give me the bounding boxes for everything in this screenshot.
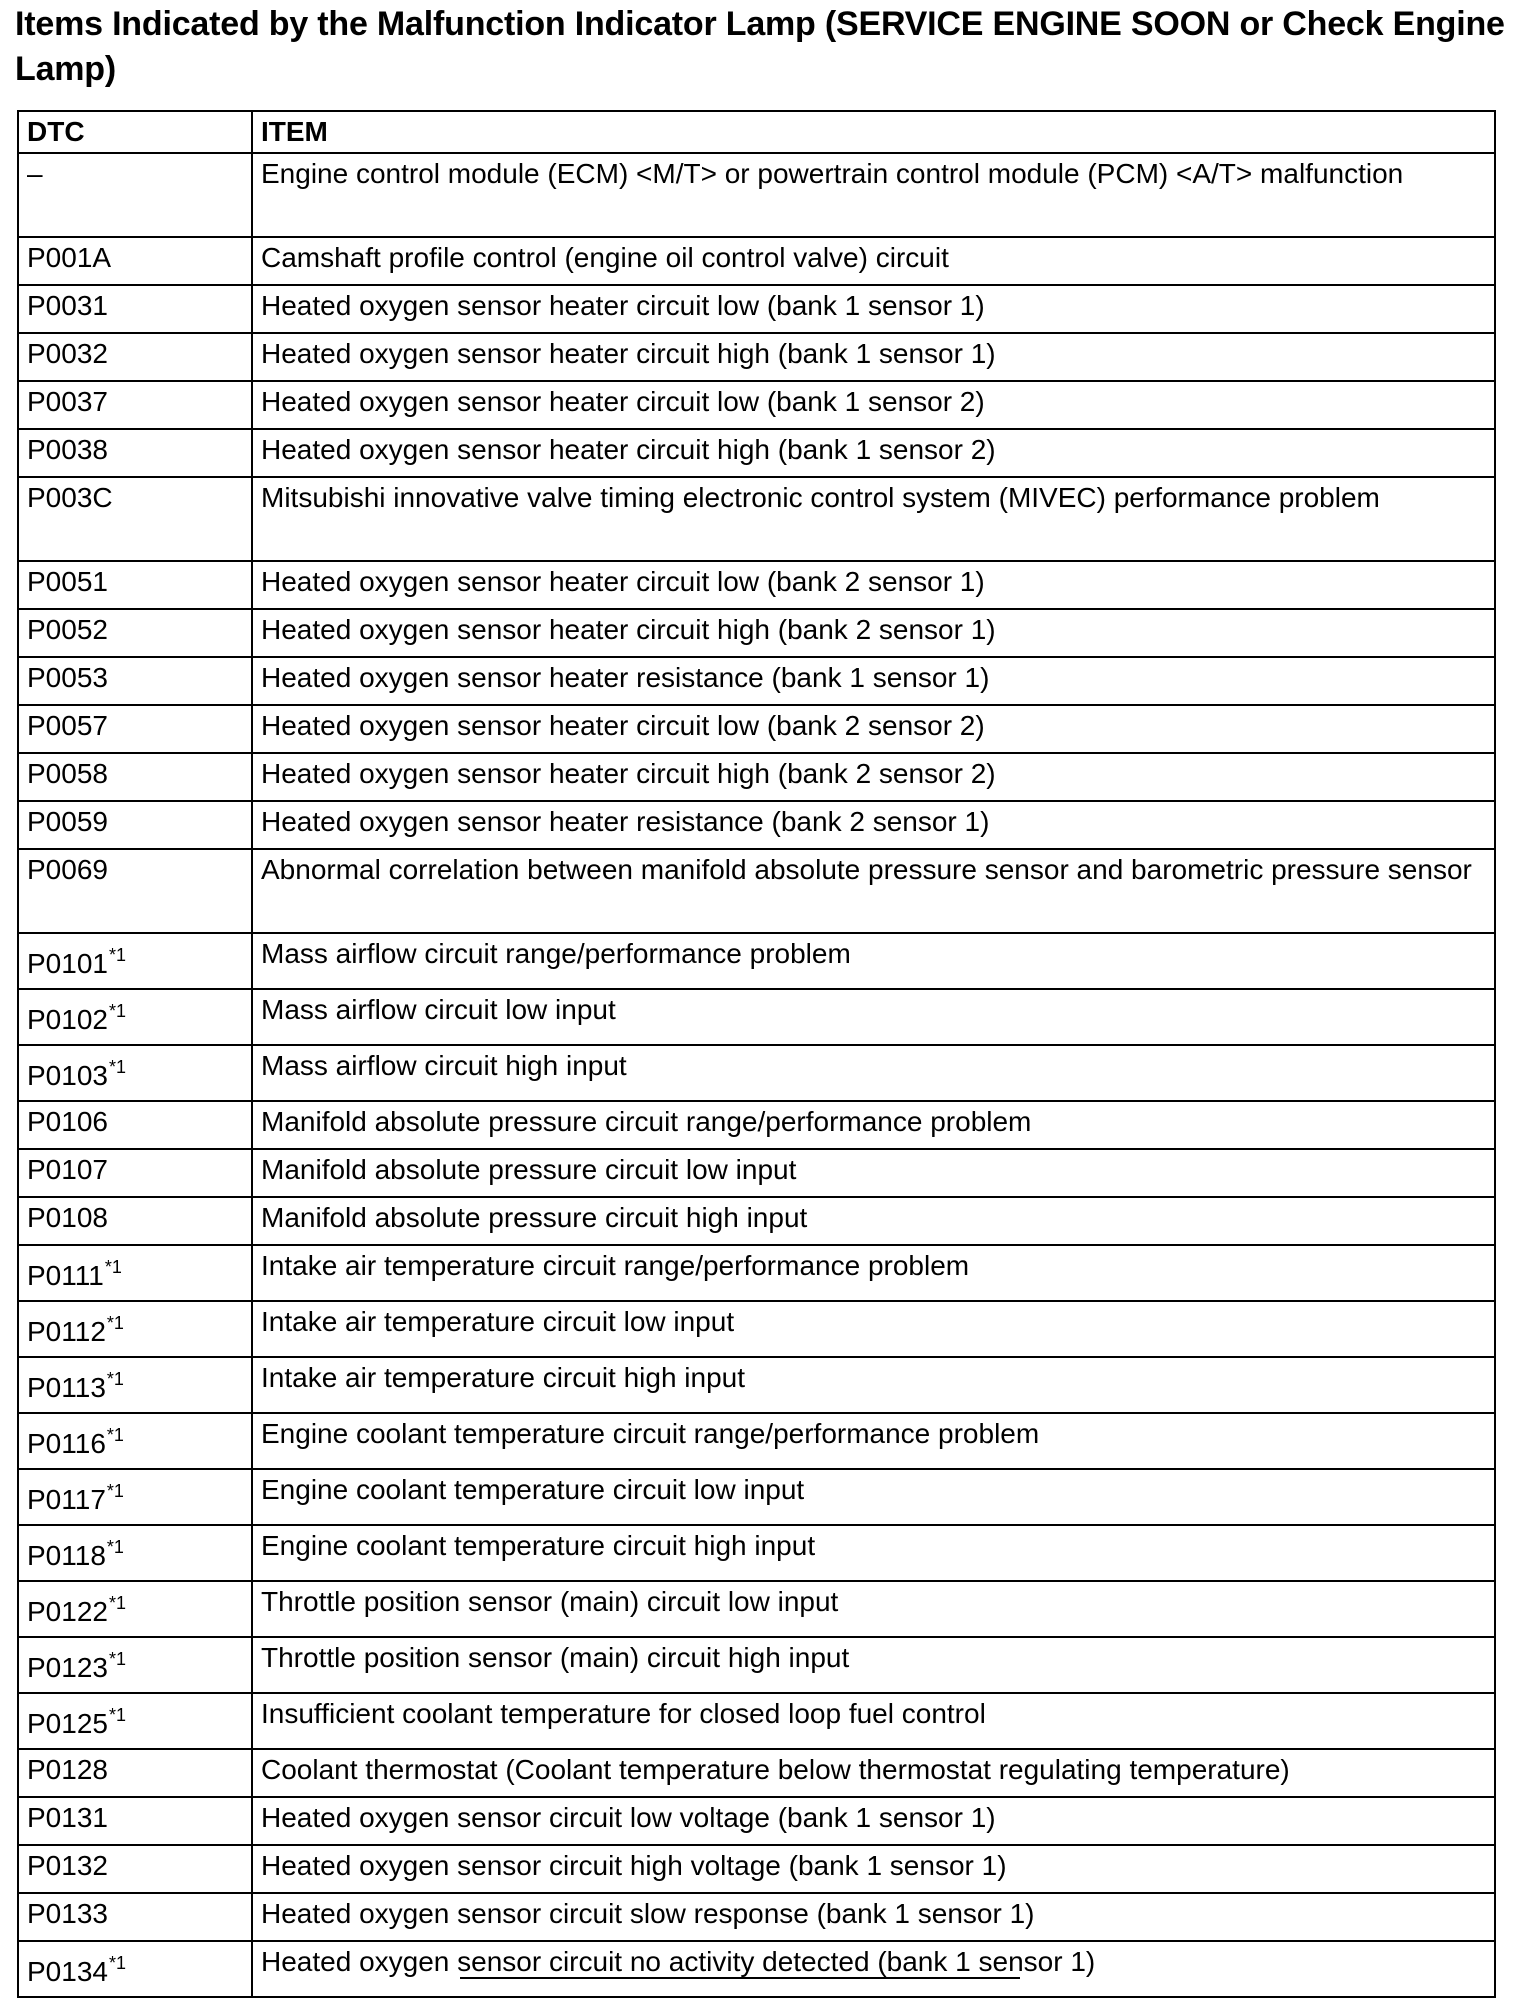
dtc-code: P0128 bbox=[27, 1754, 108, 1785]
footnote-mark: *1 bbox=[106, 1425, 124, 1445]
item-description: Throttle position sensor (main) circuit high input bbox=[252, 1637, 1495, 1693]
dtc-code: P0133 bbox=[27, 1898, 108, 1929]
dtc-code-cell bbox=[18, 1637, 252, 1693]
table-row bbox=[18, 1149, 1495, 1197]
item-description: Engine coolant temperature circuit high input bbox=[252, 1525, 1495, 1581]
item-description: Intake air temperature circuit low input bbox=[252, 1301, 1495, 1357]
footnote-mark: *1 bbox=[106, 1537, 124, 1557]
footnote-mark: *1 bbox=[106, 1369, 124, 1389]
item-description: Heated oxygen sensor heater resistance (bank 1 sensor 1) bbox=[252, 657, 1495, 705]
dtc-code-cell bbox=[18, 1469, 252, 1525]
table-row bbox=[18, 1357, 1495, 1413]
dtc-code-cell bbox=[18, 849, 252, 933]
dtc-code: P0059 bbox=[27, 806, 108, 837]
dtc-code-cell bbox=[18, 1749, 252, 1797]
item-description: Intake air temperature circuit high input bbox=[252, 1357, 1495, 1413]
footnote-mark: *1 bbox=[108, 945, 126, 965]
table-row bbox=[18, 609, 1495, 657]
item-description: Heated oxygen sensor circuit no activity detected (bank 1 sensor 1) bbox=[252, 1941, 1495, 1997]
footnote-mark: *1 bbox=[108, 1705, 126, 1725]
dtc-code: P0113 bbox=[27, 1372, 106, 1403]
dtc-code: P0122 bbox=[27, 1596, 108, 1627]
dtc-code: P0125 bbox=[27, 1708, 108, 1739]
dtc-code-cell bbox=[18, 753, 252, 801]
table-row bbox=[18, 333, 1495, 381]
dtc-code-cell bbox=[18, 333, 252, 381]
table-row bbox=[18, 1845, 1495, 1893]
footnote-mark: *1 bbox=[106, 1313, 124, 1333]
dtc-code-cell bbox=[18, 561, 252, 609]
table-row bbox=[18, 1581, 1495, 1637]
bottom-divider bbox=[460, 1977, 1020, 1979]
column-header-dtc: DTC bbox=[18, 111, 252, 153]
table-row bbox=[18, 801, 1495, 849]
dtc-code-cell bbox=[18, 429, 252, 477]
table-row bbox=[18, 1045, 1495, 1101]
dtc-code: P0134 bbox=[27, 1956, 108, 1987]
footnote-mark: *1 bbox=[104, 1257, 122, 1277]
dtc-code: P0117 bbox=[27, 1484, 106, 1515]
dtc-code-cell bbox=[18, 285, 252, 333]
dtc-code: P0106 bbox=[27, 1106, 108, 1137]
table-row bbox=[18, 753, 1495, 801]
item-description: Heated oxygen sensor circuit low voltage (bank 1 sensor 1) bbox=[252, 1797, 1495, 1845]
dtc-code-cell bbox=[18, 1197, 252, 1245]
dtc-code-cell bbox=[18, 153, 252, 237]
dtc-code: P0131 bbox=[27, 1802, 108, 1833]
dtc-code: P001A bbox=[27, 242, 112, 273]
table-row bbox=[18, 477, 1495, 561]
dtc-code-cell bbox=[18, 705, 252, 753]
item-description: Engine coolant temperature circuit range/performance problem bbox=[252, 1413, 1495, 1469]
table-row bbox=[18, 1301, 1495, 1357]
dtc-code-cell bbox=[18, 1581, 252, 1637]
table-row bbox=[18, 1245, 1495, 1301]
dtc-code-cell bbox=[18, 1845, 252, 1893]
item-description: Manifold absolute pressure circuit high input bbox=[252, 1197, 1495, 1245]
item-description: Throttle position sensor (main) circuit low input bbox=[252, 1581, 1495, 1637]
item-description: Insufficient coolant temperature for closed loop fuel control bbox=[252, 1693, 1495, 1749]
table-row bbox=[18, 1749, 1495, 1797]
dtc-code-cell bbox=[18, 933, 252, 989]
item-description: Manifold absolute pressure circuit low input bbox=[252, 1149, 1495, 1197]
table-row bbox=[18, 1469, 1495, 1525]
table-row bbox=[18, 989, 1495, 1045]
table-row bbox=[18, 381, 1495, 429]
table-row bbox=[18, 933, 1495, 989]
dtc-code-cell bbox=[18, 1045, 252, 1101]
table-row bbox=[18, 1197, 1495, 1245]
dtc-code-cell bbox=[18, 477, 252, 561]
item-description: Heated oxygen sensor heater circuit high (bank 1 sensor 1) bbox=[252, 333, 1495, 381]
dtc-code-cell bbox=[18, 801, 252, 849]
dtc-code-cell bbox=[18, 1357, 252, 1413]
column-header-item: ITEM bbox=[252, 111, 1495, 153]
dtc-code: P0111 bbox=[27, 1260, 104, 1291]
dtc-code-cell bbox=[18, 1301, 252, 1357]
table-row bbox=[18, 285, 1495, 333]
table-header-row bbox=[18, 111, 1495, 153]
dtc-code-cell bbox=[18, 1941, 252, 1997]
item-description: Intake air temperature circuit range/performance problem bbox=[252, 1245, 1495, 1301]
table-row bbox=[18, 1893, 1495, 1941]
dtc-code: P003C bbox=[27, 482, 113, 513]
dtc-code-cell bbox=[18, 1101, 252, 1149]
dtc-code-cell bbox=[18, 1149, 252, 1197]
dtc-code: P0116 bbox=[27, 1428, 106, 1459]
table-body bbox=[18, 153, 1495, 1997]
table-row bbox=[18, 1797, 1495, 1845]
dtc-code-cell bbox=[18, 1245, 252, 1301]
dtc-code: P0069 bbox=[27, 854, 108, 885]
dtc-code-cell bbox=[18, 609, 252, 657]
table-row bbox=[18, 153, 1495, 237]
dtc-code: P0038 bbox=[27, 434, 108, 465]
table-row bbox=[18, 1101, 1495, 1149]
dtc-code: P0101 bbox=[27, 948, 108, 979]
item-description: Heated oxygen sensor circuit slow response (bank 1 sensor 1) bbox=[252, 1893, 1495, 1941]
dtc-code: P0107 bbox=[27, 1154, 108, 1185]
item-description: Mass airflow circuit range/performance problem bbox=[252, 933, 1495, 989]
dtc-code: P0103 bbox=[27, 1060, 108, 1091]
footnote-mark: *1 bbox=[108, 1593, 126, 1613]
item-description: Heated oxygen sensor circuit high voltage (bank 1 sensor 1) bbox=[252, 1845, 1495, 1893]
table-row bbox=[18, 429, 1495, 477]
dtc-code-cell bbox=[18, 657, 252, 705]
dtc-code-cell bbox=[18, 1693, 252, 1749]
table-row bbox=[18, 237, 1495, 285]
table-row bbox=[18, 1413, 1495, 1469]
item-description: Manifold absolute pressure circuit range/performance problem bbox=[252, 1101, 1495, 1149]
page-title: Items Indicated by the Malfunction Indicator Lamp (SERVICE ENGINE SOON or Check Engine Lamp) bbox=[15, 5, 1505, 88]
dtc-code: P0108 bbox=[27, 1202, 108, 1233]
dtc-code: P0031 bbox=[27, 290, 108, 321]
item-description: Heated oxygen sensor heater circuit high (bank 2 sensor 2) bbox=[252, 753, 1495, 801]
dtc-code: P0057 bbox=[27, 710, 108, 741]
item-description: Camshaft profile control (engine oil control valve) circuit bbox=[252, 237, 1495, 285]
item-description: Coolant thermostat (Coolant temperature below thermostat regulating temperature) bbox=[252, 1749, 1495, 1797]
footnote-mark: *1 bbox=[108, 1057, 126, 1077]
dtc-code: P0118 bbox=[27, 1540, 106, 1571]
dtc-code: P0102 bbox=[27, 1004, 108, 1035]
footnote-mark: *1 bbox=[108, 1649, 126, 1669]
table-row bbox=[18, 1693, 1495, 1749]
item-description: Engine coolant temperature circuit low input bbox=[252, 1469, 1495, 1525]
dtc-code-cell bbox=[18, 1797, 252, 1845]
footnote-mark: *1 bbox=[108, 1953, 126, 1973]
dtc-code: P0058 bbox=[27, 758, 108, 789]
item-description: Heated oxygen sensor heater circuit high (bank 2 sensor 1) bbox=[252, 609, 1495, 657]
item-description: Heated oxygen sensor heater circuit low (bank 1 sensor 1) bbox=[252, 285, 1495, 333]
footnote-mark: *1 bbox=[108, 1001, 126, 1021]
dtc-code: P0052 bbox=[27, 614, 108, 645]
dtc-code-cell bbox=[18, 1413, 252, 1469]
dtc-code: P0032 bbox=[27, 338, 108, 369]
item-description: Mass airflow circuit high input bbox=[252, 1045, 1495, 1101]
table-row bbox=[18, 705, 1495, 753]
dtc-code: P0037 bbox=[27, 386, 108, 417]
item-description: Heated oxygen sensor heater circuit low (bank 2 sensor 2) bbox=[252, 705, 1495, 753]
footnote-mark: *1 bbox=[106, 1481, 124, 1501]
table-row bbox=[18, 1525, 1495, 1581]
table-row bbox=[18, 561, 1495, 609]
item-description: Abnormal correlation between manifold absolute pressure sensor and barometric pressure sensor bbox=[252, 849, 1495, 933]
dtc-code: P0051 bbox=[27, 566, 108, 597]
table-row bbox=[18, 657, 1495, 705]
table-row bbox=[18, 1941, 1495, 1997]
dtc-code-cell bbox=[18, 989, 252, 1045]
item-description: Heated oxygen sensor heater circuit low (bank 2 sensor 1) bbox=[252, 561, 1495, 609]
dtc-code: P0132 bbox=[27, 1850, 108, 1881]
table-row bbox=[18, 849, 1495, 933]
dtc-code-cell bbox=[18, 381, 252, 429]
item-description: Heated oxygen sensor heater circuit high (bank 1 sensor 2) bbox=[252, 429, 1495, 477]
dtc-code: P0053 bbox=[27, 662, 108, 693]
item-description: Heated oxygen sensor heater circuit low (bank 1 sensor 2) bbox=[252, 381, 1495, 429]
table-row bbox=[18, 1637, 1495, 1693]
dtc-code-cell bbox=[18, 1893, 252, 1941]
item-description: Mitsubishi innovative valve timing electronic control system (MIVEC) performance problem bbox=[252, 477, 1495, 561]
dtc-code-cell bbox=[18, 237, 252, 285]
dtc-table bbox=[17, 110, 1496, 1998]
dtc-code: P0123 bbox=[27, 1652, 108, 1683]
item-description: Heated oxygen sensor heater resistance (bank 2 sensor 1) bbox=[252, 801, 1495, 849]
dtc-code-cell bbox=[18, 1525, 252, 1581]
dtc-code: – bbox=[27, 158, 43, 189]
dtc-code: P0112 bbox=[27, 1316, 106, 1347]
item-description: Mass airflow circuit low input bbox=[252, 989, 1495, 1045]
item-description: Engine control module (ECM) <M/T> or powertrain control module (PCM) <A/T> malfunction bbox=[252, 153, 1495, 237]
